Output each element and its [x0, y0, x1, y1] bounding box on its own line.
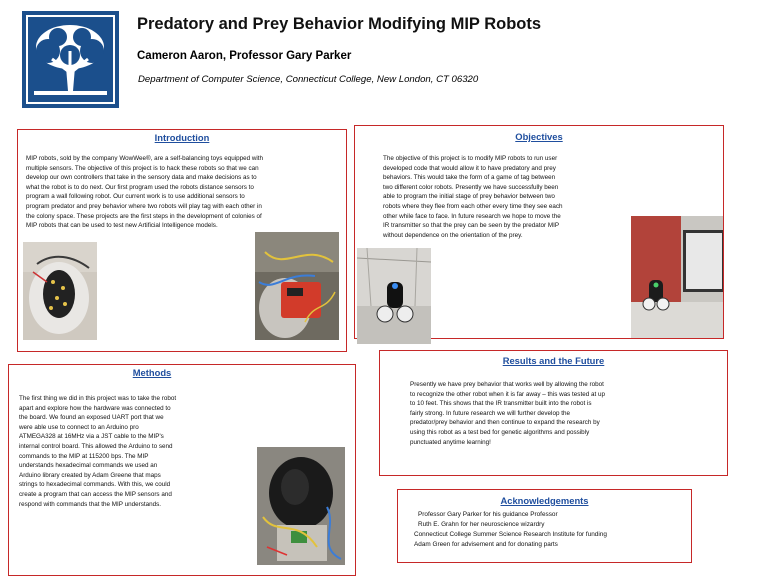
poster-title: Predatory and Prey Behavior Modifying MIP Robots: [137, 15, 542, 33]
text-line: the colony space. These projects are the first steps in the development of colonies of: [26, 212, 262, 220]
text-line: develop our own controllers that take in the sensory data and make decisions as to: [26, 174, 257, 182]
text-line: multiple sensors. The objective of this project is to hack these robots so that we can: [26, 164, 259, 172]
text-line: behaviors. This would take the form of a game of tag between: [383, 174, 556, 182]
ack-line: Connecticut College Summer Science Research Institute for funding: [414, 531, 607, 538]
tree-logo-icon: [22, 11, 119, 108]
ack-line: Ruth E. Grahn for her neuroscience wizardry: [418, 521, 545, 528]
text-line: ATMEGA328 at 16MHz via a JST cable to the MIP's: [19, 433, 164, 441]
ack-line: Professor Gary Parker for his guidance Professor: [418, 511, 558, 518]
text-line: internal control board. This allowed the Arduino to send: [19, 442, 173, 450]
introduction-panel: [17, 129, 347, 352]
ack-line: Adam Green for advisement and for donating parts: [414, 541, 558, 548]
text-line: to recognize the other robot when it is far away – this was tested at up: [410, 390, 605, 398]
methods-heading: Methods: [132, 367, 172, 378]
objectives-panel: [354, 125, 724, 339]
text-line: robots where they flee from each other every time they see each: [383, 202, 563, 210]
results-panel: [379, 350, 728, 476]
text-line: MIP robots that can be used to test new Artificial Intelligence models.: [26, 222, 218, 230]
text-line: without dependence on the orientation of the prey.: [383, 231, 523, 239]
text-line: commands to the MIP at 115200 bps. The MIP: [19, 452, 149, 460]
text-line: MIP robots, sold by the company WowWee®, are a self-balancing toys equipped with: [26, 155, 264, 162]
arduino-photo: [255, 232, 339, 340]
text-line: to 10 feet. This shows that the IR transmitter built into the robot is: [410, 400, 592, 408]
text-line: program predator and prey behavior where two robots will play tag with each other in: [26, 202, 262, 210]
text-line: apart and explore how the hardware was connected to: [19, 404, 171, 412]
acknowledgements-panel: [397, 489, 692, 563]
introduction-text: [26, 154, 342, 231]
text-line: were able use to connect to an Arduino pro: [19, 423, 139, 431]
results-heading: Results and the Future: [502, 355, 605, 366]
text-line: two different color robots. Presently we have successfully been: [383, 183, 559, 191]
methods-text: [19, 394, 249, 509]
college-tree-logo: [22, 11, 119, 108]
text-line: understands hexadecimal commands we used an: [19, 462, 158, 470]
text-line: program a wall following robot. Our current work is to use additional sensors to: [26, 193, 245, 201]
objectives-text: [383, 154, 653, 240]
text-line: what the robot is to do next. Our first program used the robots distance sensors to: [26, 183, 254, 191]
robot-laptop-photo: [631, 216, 723, 338]
introduction-heading: Introduction: [154, 132, 210, 143]
acknowledgements-heading: Acknowledgements: [500, 495, 589, 506]
poster-authors: Cameron Aaron, Professor Gary Parker: [137, 50, 352, 62]
text-line: The objective of this project is to modify MIP robots to run user: [383, 155, 558, 162]
text-line: respond with commands that the MIP understands.: [19, 500, 161, 508]
robot-wiring-photo: [257, 447, 345, 565]
text-line: IR transmitter so that the prey can be seen by the predator MIP: [383, 222, 560, 230]
text-line: Arduino library created by Adam Greene that maps: [19, 471, 161, 479]
text-line: other while face to face. In future research we hope to move the: [383, 212, 561, 220]
poster-department: Department of Computer Science, Connecticut College, New London, CT 06320: [138, 74, 479, 85]
text-line: developed code that would allow it to have predatory and prey: [383, 164, 556, 172]
text-line: predator/prey behavior and then continue to expand the research by: [410, 419, 600, 427]
text-line: Presently we have prey behavior that works well by allowing the robot: [410, 381, 604, 388]
text-line: punctuated anytime learning!: [410, 438, 491, 446]
text-line: strings to hexadecimal commands. With this, we could: [19, 481, 171, 489]
robot-photo-left: [23, 242, 97, 340]
results-text: [410, 380, 710, 447]
text-line: able to program the initial stage of prey behavior between two: [383, 193, 555, 201]
mip-robot-photo: [357, 248, 431, 344]
objectives-heading: Objectives: [515, 131, 563, 142]
text-line: using this robot as a test bed for genetic algorithms and possibly: [410, 428, 590, 436]
text-line: The first thing we did in this project was to take the robot: [19, 395, 177, 402]
text-line: fairly strong. In future research we will further develop the: [410, 409, 570, 417]
methods-panel: [8, 364, 356, 576]
text-line: the board. We found an exposed UART port that we: [19, 414, 164, 422]
text-line: create a program that can access the MIP sensors and: [19, 490, 172, 498]
